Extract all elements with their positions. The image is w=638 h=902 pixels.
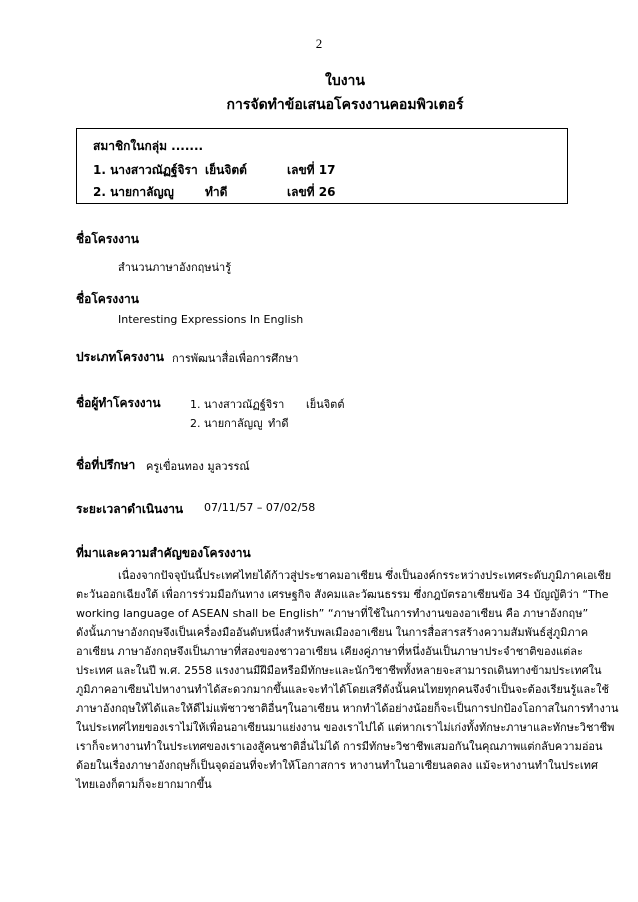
paragraph-line: ตะวันออกเฉียงใต้ เพื่อการร่วมมือกันทาง เศรษฐกิจ สังคมและวัฒนธรรม ซึ่งกฎบัตรอาเซียนข้อ 34 บัญญัติว่า “The <box>76 588 609 601</box>
paragraph-line: เราก็จะหางานทำในประเทศของเราเองสู้คนชาติอื่นไม่ได้ การมีทักษะวิชาชีพเสมอกันในคุณภาพแต่กลับความอ่อน <box>76 740 603 753</box>
author-surname: ทำดี <box>268 417 289 430</box>
background-heading: ที่มาและความสำคัญของโครงงาน <box>76 546 251 560</box>
duration-label: ระยะเวลาดำเนินงาน <box>76 502 184 516</box>
paragraph-line: ในประเทศไทยของเราไม่ให้เพื่อนอาเซียนมาแย่งงาน ของเราไปได้ แต่หากเราไม่เก่งทั้งทักษะภาษาและทักษะวิชาชีพ <box>76 721 615 734</box>
authors-label: ชื่อผู้ทำโครงงาน <box>76 396 161 410</box>
advisor-label: ชื่อที่ปรึกษา <box>76 458 136 472</box>
paragraph-line: ประเทศ และในปี พ.ศ. 2558 แรงงานมีฝีมือหรือมีทักษะและนักวิชาชีพทั้งหลายจะสามารถเดินทางข้ามประเทศใน <box>76 664 602 677</box>
paragraph-line: ดังนั้นภาษาอังกฤษจึงเป็นเครื่องมืออันดับหนึ่งสำหรับพลเมืองอาเซียน ในการสื่อสารสร้างความสัมพันธ์สู่ภูมิภาค <box>76 626 589 639</box>
author-name: 1. นางสาวณัฏฐ์จิรา <box>190 398 285 411</box>
project-type-value: การพัฒนาสื่อเพื่อการศึกษา <box>172 352 299 365</box>
member-name: 2. นายกาลัญญู <box>93 185 174 199</box>
author-surname: เย็นจิตต์ <box>306 398 345 411</box>
paragraph-line: ภูมิภาคอาเซียนไปหางานทำได้สะดวกมากขึ้นและจะทำได้โดยเสรีดังนั้นคนไทยทุกคนจึงจำเป็นจะต้องเรียนรู้และใช้ <box>76 683 609 696</box>
paragraph-line: อาเซียน ภาษาอังกฤษจึงเป็นภาษาที่สองของชาวอาเซียน เคียงคู่ภาษาที่หนึ่งอันเป็นภาษาประจำชาติของแต่ละ <box>76 645 583 658</box>
paragraph-line: ด้อยในเรื่องภาษาอังกฤษก็เป็นจุดอ่อนที่จะทำให้โอกาสการ หางานทำในอาเซียนลดลง แม้จะหางานทำในประเทศ <box>76 759 598 772</box>
page-number: 2 <box>315 36 323 51</box>
duration-value: 07/11/57 – 07/02/58 <box>204 501 316 514</box>
project-name-th-value: สำนวนภาษาอังกฤษน่ารู้ <box>118 261 232 274</box>
paragraph-line: working language of ASEAN shall be English” “ภาษาที่ใช้ในการทำงานของอาเซียน คือ ภาษาอังกฤษ” <box>76 607 589 620</box>
paragraph-line: เนื่องจากปัจจุบันนี้ประเทศไทยได้ก้าวสู่ประชาคมอาเซียน ซึ่งเป็นองค์กรระหว่างประเทศระดับภูมิภาคเอเชีย <box>118 569 612 582</box>
project-type-label: ประเภทโครงงาน <box>76 350 165 364</box>
project-name-en-value: Interesting Expressions In English <box>118 313 304 326</box>
background-paragraph <box>76 566 619 794</box>
member-number: เลขที่ 26 <box>287 185 336 199</box>
paragraph-line: ไทยเองก็ตามก็จะยากมากขึ้น <box>76 778 212 791</box>
members-box <box>76 128 568 204</box>
document-subtitle: การจัดทำข้อเสนอโครงงานคอมพิวเตอร์ <box>226 97 464 113</box>
document-title: ใบงาน <box>325 73 365 89</box>
project-name-th-label: ชื่อโครงงาน <box>76 232 139 246</box>
member-surname: ทำดี <box>205 185 228 199</box>
members-heading: สมาชิกในกลุ่ม ....... <box>93 139 204 153</box>
member-number: เลขที่ 17 <box>287 163 336 177</box>
project-name-en-label: ชื่อโครงงาน <box>76 292 139 306</box>
advisor-value: ครูเขื่อนทอง มูลวรรณ์ <box>146 460 250 473</box>
member-surname: เย็นจิตต์ <box>205 163 247 177</box>
member-name: 1. นางสาวณัฏฐ์จิรา <box>93 163 198 177</box>
author-name: 2. นายกาลัญญู <box>190 417 263 430</box>
paragraph-line: ภาษาอังกฤษให้ได้และให้ดีไม่แพ้ชาวชาติอื่นๆในอาเซียน หากทำได้อย่างน้อยก็จะเป็นการปกป้องโอกาสในการทำงาน <box>76 702 619 715</box>
